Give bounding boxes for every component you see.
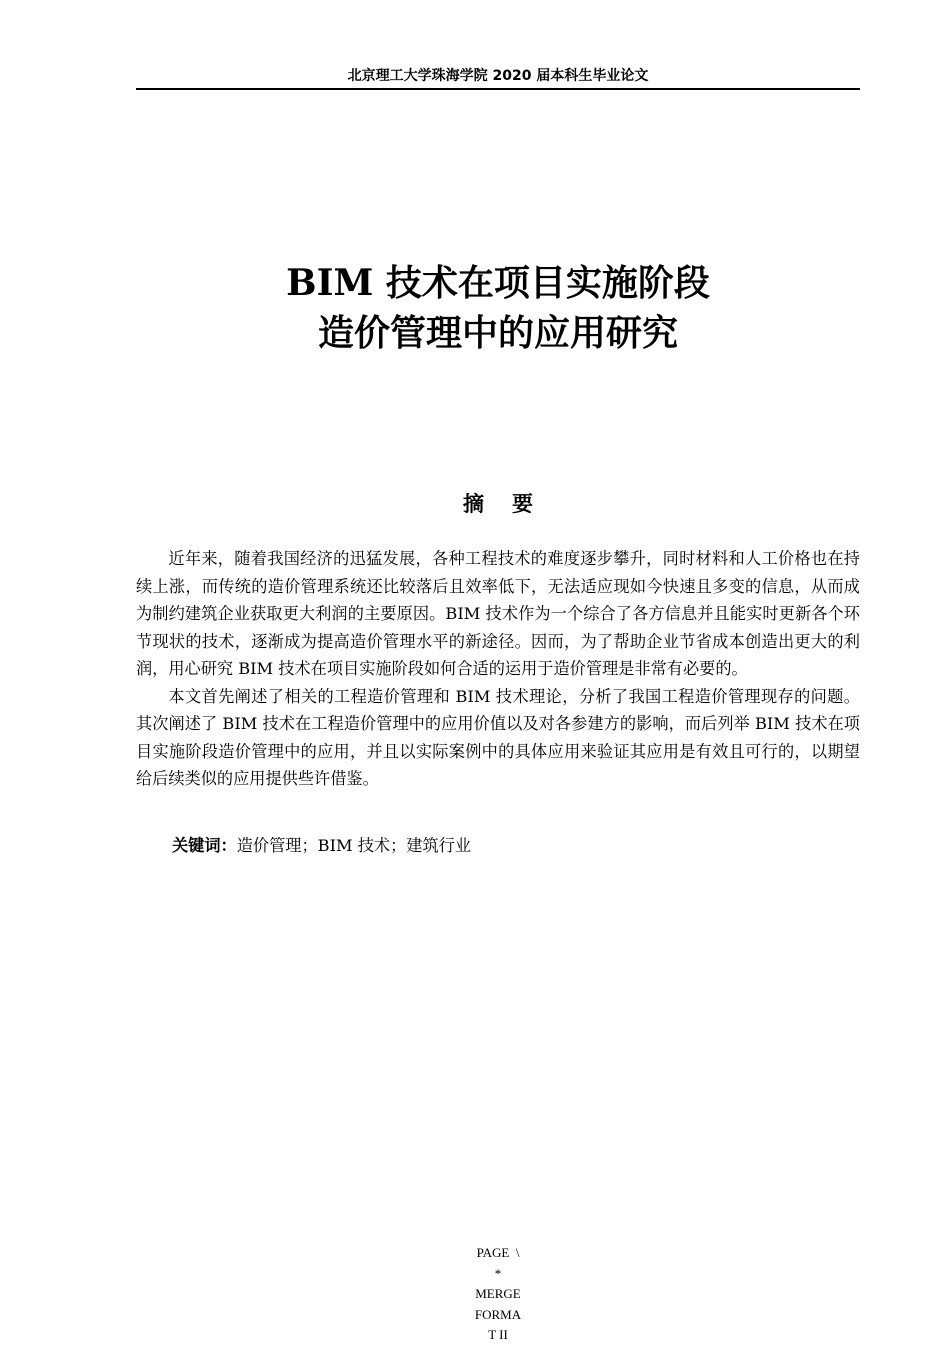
abstract-paragraph-2: 本文首先阐述了相关的工程造价管理和 BIM 技术理论，分析了我国工程造价管理现存的问题。其次阐述了 BIM 技术在工程造价管理中的应用价值以及对各参建方的影响，而后列举 BIM 技术在项目实施阶段造价管理中的应用，并且以实际案例中的具体应用来验证其应用是有效且可行的，以期望给后续类似的应用提供些许借鉴。 (136, 686, 860, 788)
abstract-paragraph-1: 近年来，随着我国经济的迅猛发展，各种工程技术的难度逐步攀升，同时材料和人工价格也在持续上涨，而传统的造价管理系统还比较落后且效率低下，无法适应现如今快速且多变的信息，从而成为制约建筑企业获取更大利润的主要原因。BIM 技术作为一个综合了各方信息并且能实时更新各个环节现状的技术，逐渐成为提高造价管理水平的新途径。因而，为了帮助企业节省成本创造出更大的利润，用心研究 BIM 技术在项目实施阶段如何合适的运用于造价管理是非常有必要的。 (136, 549, 860, 678)
thesis-title (136, 258, 860, 358)
field-code-line: PAGE \ (476, 1245, 520, 1260)
keywords (172, 832, 862, 859)
running-header: 北京理工大学珠海学院 2020 届本科生毕业论文 (347, 68, 649, 84)
thesis-title-line-1: BIM 技术在项目实施阶段 (286, 262, 710, 304)
keywords-label: 关键词： (172, 836, 237, 855)
field-code-line: FORMA (474, 1306, 522, 1322)
page-number-field (464, 1243, 532, 1346)
abstract-heading: 摘要 (463, 492, 561, 516)
keywords-value: 造价管理；BIM 技术；建筑行业 (236, 836, 472, 855)
field-code-line: * (494, 1265, 502, 1281)
header-rule (136, 88, 860, 90)
thesis-title-line-2: 造价管理中的应用研究 (317, 312, 678, 354)
field-code-line: T II (488, 1327, 508, 1342)
field-code-line: MERGE (475, 1286, 521, 1301)
abstract-body (136, 545, 860, 793)
